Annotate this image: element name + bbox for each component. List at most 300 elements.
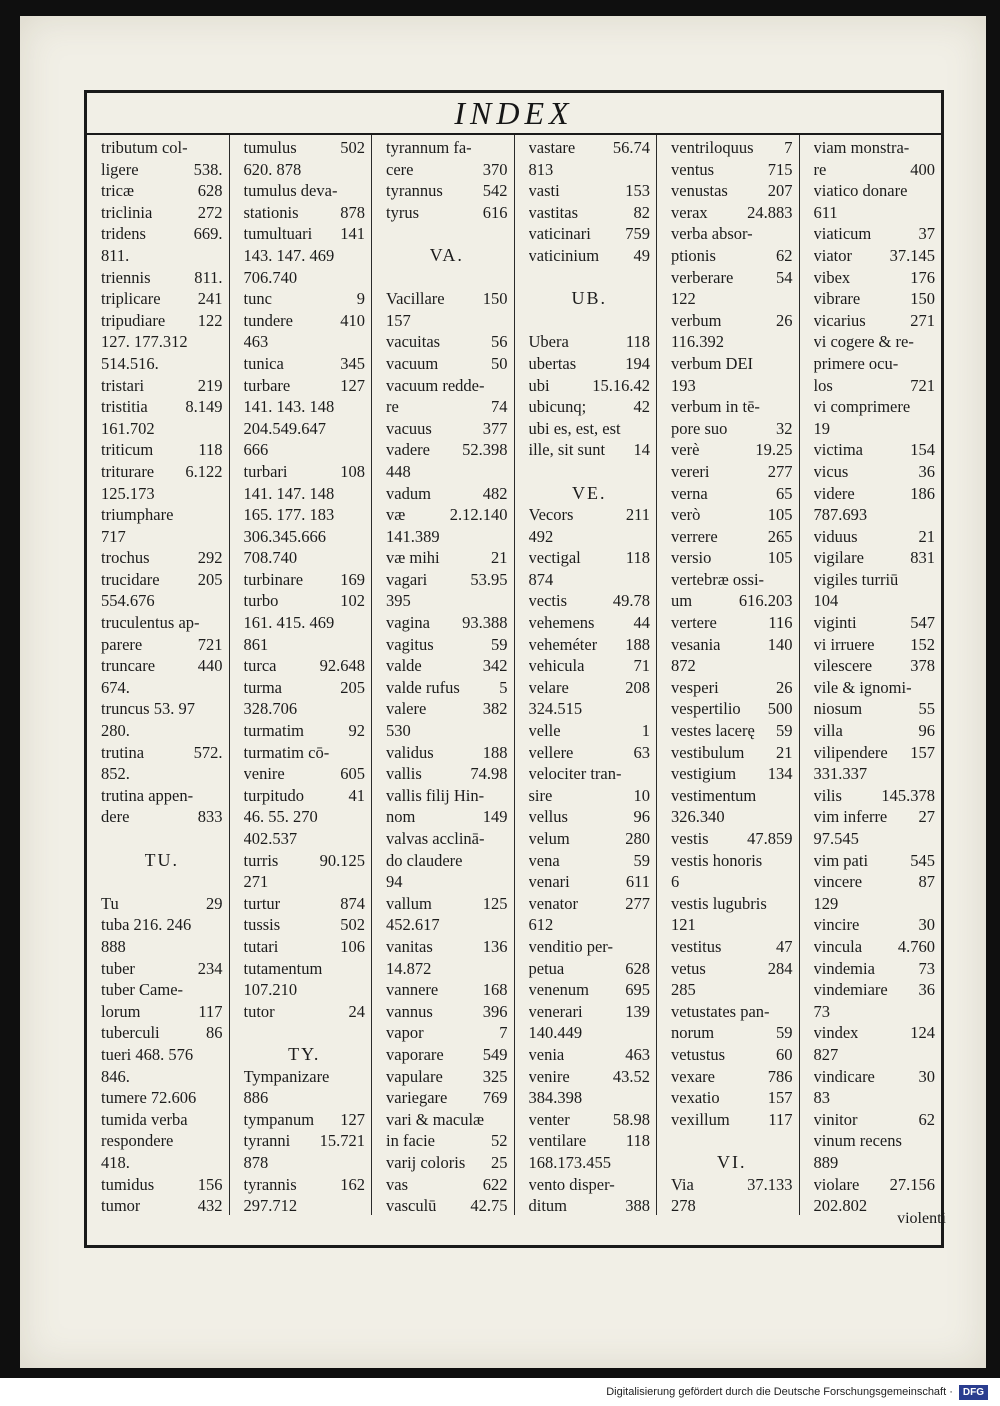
index-entry	[671, 396, 793, 418]
index-entry	[386, 504, 508, 526]
index-entry	[671, 461, 793, 483]
index-entry	[671, 1130, 793, 1152]
entry-term: ubi	[528, 375, 550, 395]
index-entry	[671, 180, 793, 202]
index-entry	[101, 526, 223, 548]
index-entry	[386, 634, 508, 656]
entry-term: tumere 72.606	[101, 1088, 197, 1108]
index-entry	[244, 1174, 366, 1196]
entry-term: 787.693	[813, 505, 868, 525]
entry-page-ref: 74.98	[470, 764, 508, 784]
index-entry	[529, 137, 651, 159]
entry-page-ref: 71	[633, 656, 650, 676]
index-entry	[529, 677, 651, 699]
index-entry	[671, 871, 793, 893]
index-entry	[671, 612, 793, 634]
index-entry	[814, 180, 936, 202]
index-entry	[529, 526, 651, 548]
entry-term: venator	[528, 893, 578, 913]
index-entry	[671, 763, 793, 785]
entry-term: venter	[528, 1109, 570, 1129]
index-entry	[244, 1022, 366, 1044]
entry-term: vacuitas	[386, 332, 441, 352]
index-entry	[529, 850, 651, 872]
entry-term: verò	[671, 505, 701, 525]
entry-term: 384.398	[528, 1088, 583, 1108]
entry-page-ref: 208	[625, 677, 650, 697]
index-entry	[244, 483, 366, 505]
index-entry	[814, 914, 936, 936]
index-entry	[529, 1195, 651, 1215]
index-entry	[814, 526, 936, 548]
index-entry	[101, 958, 223, 980]
index-entry	[529, 1044, 651, 1066]
index-entry	[529, 375, 651, 397]
entry-page-ref: 15.721	[319, 1131, 365, 1151]
index-entry	[671, 569, 793, 591]
index-entry	[244, 698, 366, 720]
index-entry	[244, 418, 366, 440]
entry-page-ref: 538.	[193, 159, 223, 179]
index-entry	[814, 461, 936, 483]
index-column-1	[87, 135, 230, 1215]
index-entry	[814, 547, 936, 569]
entry-term: vaporare	[386, 1044, 444, 1064]
entry-term: 813	[528, 159, 554, 179]
entry-term: validus	[386, 742, 434, 762]
entry-page-ref: 271	[910, 310, 935, 330]
entry-page-ref: 549	[482, 1044, 508, 1064]
entry-term: vestibulum	[671, 742, 745, 762]
index-entry	[386, 1109, 508, 1131]
entry-term: vaticinium	[528, 245, 600, 265]
entry-page-ref: 345	[340, 353, 365, 373]
index-entry	[386, 871, 508, 893]
index-entry	[101, 763, 223, 785]
entry-term: vas	[386, 1174, 408, 1194]
entry-page-ref: 136	[482, 936, 508, 956]
entry-page-ref: 545	[910, 850, 935, 870]
entry-term: vi irruere	[813, 634, 875, 654]
index-entry	[244, 461, 366, 483]
index-entry	[814, 698, 936, 720]
index-entry	[244, 655, 366, 677]
entry-term: vestis lugubris	[671, 893, 767, 913]
index-entry	[529, 396, 651, 418]
entry-term: turmatim	[243, 721, 304, 741]
entry-term: do claudere	[386, 850, 463, 870]
index-entry	[814, 677, 936, 699]
entry-term: sire	[528, 785, 553, 805]
index-entry	[529, 202, 651, 224]
entry-term: 94	[386, 872, 403, 892]
entry-page-ref: 50	[491, 353, 508, 373]
entry-term: 328.706	[243, 699, 298, 719]
index-entry	[386, 569, 508, 591]
index-entry	[671, 850, 793, 872]
entry-page-ref: 43.52	[612, 1066, 650, 1086]
index-entry	[671, 1195, 793, 1215]
index-entry	[529, 914, 651, 936]
index-entry	[671, 202, 793, 224]
entry-term: vespertilio	[671, 699, 741, 719]
entry-term: norum	[671, 1023, 715, 1043]
entry-term: 846.	[101, 1066, 130, 1086]
entry-page-ref: 388	[625, 1196, 650, 1215]
entry-term: vi cogere & re-	[813, 332, 914, 352]
entry-term: vigilare	[813, 548, 864, 568]
entry-term: 83	[813, 1088, 830, 1108]
section-heading	[529, 483, 651, 505]
entry-term: respondere	[101, 1131, 174, 1151]
entry-term: tuber	[101, 958, 135, 978]
entry-term: vexatio	[671, 1088, 720, 1108]
entry-term: vincere	[813, 872, 863, 892]
entry-page-ref: 58.98	[612, 1109, 650, 1129]
index-entry	[814, 396, 936, 418]
index-entry	[671, 353, 793, 375]
entry-term: 463	[243, 332, 269, 352]
index-entry	[244, 785, 366, 807]
entry-page-ref: 715	[767, 159, 793, 179]
entry-page-ref: 92.648	[319, 656, 365, 676]
entry-term: 878	[243, 1152, 269, 1172]
entry-term: turma	[243, 677, 282, 697]
entry-term: turbare	[243, 375, 291, 395]
entry-term: 452.617	[386, 915, 440, 935]
entry-term: vindex	[813, 1023, 859, 1043]
entry-term: tunc	[243, 289, 272, 309]
entry-term: Vecors	[528, 505, 574, 525]
entry-page-ref: 874	[340, 893, 365, 913]
entry-term: vellere	[528, 742, 574, 762]
entry-term: 19	[813, 418, 830, 438]
index-entry	[386, 1130, 508, 1152]
entry-page-ref: 105	[767, 548, 793, 568]
index-entry	[529, 353, 651, 375]
index-entry	[671, 288, 793, 310]
index-entry	[386, 677, 508, 699]
entry-term: vena	[528, 850, 560, 870]
entry-page-ref: 59	[491, 634, 508, 654]
index-entry	[244, 245, 366, 267]
entry-term: 168.173.455	[528, 1152, 611, 1172]
index-entry	[671, 979, 793, 1001]
entry-term: venire	[528, 1066, 570, 1086]
index-entry	[814, 742, 936, 764]
entry-page-ref: 55	[918, 699, 935, 719]
entry-term: 889	[813, 1152, 839, 1172]
entry-page-ref: 628	[625, 958, 650, 978]
index-entry	[386, 331, 508, 353]
entry-term: videre	[813, 483, 855, 503]
entry-term: verbum	[671, 310, 722, 330]
entry-term: versio	[671, 548, 712, 568]
index-entry	[244, 1195, 366, 1215]
index-entry	[814, 806, 936, 828]
index-entry	[814, 137, 936, 159]
index-entry	[244, 958, 366, 980]
entry-term: trucidare	[101, 569, 160, 589]
entry-term: lorum	[101, 1001, 141, 1021]
entry-page-ref: 59	[776, 1023, 793, 1043]
index-entry	[101, 180, 223, 202]
entry-page-ref: 65	[776, 483, 793, 503]
entry-page-ref: 14	[633, 440, 650, 460]
entry-term: vindemia	[813, 958, 875, 978]
entry-term: 554.676	[101, 591, 155, 611]
index-entry	[529, 612, 651, 634]
entry-term: velare	[528, 677, 569, 697]
entry-term: UB.	[571, 288, 607, 309]
index-entry	[244, 288, 366, 310]
index-entry	[671, 655, 793, 677]
index-entry	[671, 1001, 793, 1023]
entry-term: trutina appen-	[101, 785, 194, 805]
entry-term: vallis filij Hin-	[386, 785, 485, 805]
index-entry	[386, 180, 508, 202]
index-column-6	[800, 135, 942, 1215]
entry-term: primere ocu-	[813, 353, 899, 373]
entry-term: tuberculi	[101, 1023, 160, 1043]
entry-page-ref: 53.95	[470, 569, 508, 589]
entry-page-ref: 265	[767, 526, 793, 546]
entry-term: 165. 177. 183	[243, 505, 335, 525]
index-column-3	[372, 135, 515, 1215]
index-entry	[386, 806, 508, 828]
entry-term: truculentus ap-	[101, 613, 200, 633]
index-entry	[101, 1109, 223, 1131]
entry-term: triumphare	[101, 505, 174, 525]
entry-page-ref: 44	[633, 613, 650, 633]
entry-term: 107.210	[243, 980, 298, 1000]
entry-term: ditum	[528, 1196, 568, 1215]
entry-term: 297.712	[243, 1196, 298, 1215]
index-entry	[529, 871, 651, 893]
index-entry	[386, 958, 508, 980]
index-entry	[671, 418, 793, 440]
entry-page-ref: 73	[918, 958, 935, 978]
index-entry	[386, 137, 508, 159]
entry-page-ref: 622	[482, 1174, 508, 1194]
entry-page-ref: 7	[784, 138, 793, 157]
entry-term: tundere	[243, 310, 293, 330]
index-entry	[529, 763, 651, 785]
entry-page-ref: 157	[910, 742, 935, 762]
entry-page-ref: 616.203	[738, 591, 793, 611]
entry-term: vagitus	[386, 634, 434, 654]
entry-page-ref: 27.156	[889, 1174, 935, 1194]
index-entry	[244, 871, 366, 893]
index-entry	[814, 634, 936, 656]
entry-term: turbinare	[243, 569, 304, 589]
entry-term: 73	[813, 1001, 830, 1021]
entry-page-ref: 140	[767, 634, 793, 654]
index-entry	[244, 806, 366, 828]
entry-page-ref: 342	[482, 656, 508, 676]
entry-page-ref: 410	[340, 310, 365, 330]
index-entry	[386, 590, 508, 612]
entry-term: vereri	[671, 461, 710, 481]
index-entry	[529, 310, 651, 332]
index-entry	[671, 958, 793, 980]
index-entry	[101, 375, 223, 397]
index-entry	[101, 936, 223, 958]
entry-term: tyrannum fa-	[386, 138, 472, 157]
entry-page-ref: 21	[491, 548, 508, 568]
entry-page-ref: 156	[197, 1174, 223, 1194]
entry-page-ref: 6.122	[185, 461, 223, 481]
entry-term: verbum DEI	[671, 353, 754, 373]
entry-term: 127. 177.312	[101, 332, 188, 352]
dfg-logo: DFG	[959, 1385, 988, 1400]
entry-page-ref: 292	[197, 548, 223, 568]
index-entry	[814, 1087, 936, 1109]
entry-page-ref: 188	[625, 634, 650, 654]
entry-term: ventriloquus	[671, 138, 754, 157]
index-entry	[671, 742, 793, 764]
entry-term: vastare	[528, 138, 576, 157]
entry-term: re	[386, 397, 399, 417]
index-entry	[244, 1109, 366, 1131]
entry-term: 280.	[101, 721, 130, 741]
entry-term: vindicare	[813, 1066, 875, 1086]
index-entry	[671, 439, 793, 461]
entry-page-ref: 41	[348, 785, 365, 805]
entry-term: violare	[813, 1174, 860, 1194]
index-entry	[671, 137, 793, 159]
index-entry	[101, 310, 223, 332]
index-entry	[386, 526, 508, 548]
entry-term: vannere	[386, 980, 439, 1000]
entry-term: vacuum	[386, 353, 439, 373]
entry-page-ref: 432	[197, 1196, 223, 1215]
index-entry	[671, 504, 793, 526]
entry-page-ref: 25	[491, 1152, 508, 1172]
entry-term: velociter tran-	[528, 764, 622, 784]
entry-term: 129	[813, 893, 839, 913]
entry-term: vertebræ ossi-	[671, 569, 765, 589]
entry-term: ubi es, est, est	[528, 418, 621, 438]
entry-term: venari	[528, 872, 570, 892]
entry-page-ref: 786	[767, 1066, 793, 1086]
entry-page-ref: 205	[197, 569, 223, 589]
entry-term: VA.	[429, 244, 464, 265]
entry-term: 811.	[101, 245, 130, 265]
index-entry	[244, 763, 366, 785]
index-entry	[671, 634, 793, 656]
entry-term: variegare	[386, 1088, 448, 1108]
entry-page-ref: 21	[918, 526, 935, 546]
entry-term: tridens	[101, 224, 146, 244]
entry-term: parere	[101, 634, 143, 654]
entry-term: vari & maculæ	[386, 1109, 485, 1129]
index-entry	[529, 1152, 651, 1174]
entry-page-ref: 482	[482, 483, 508, 503]
entry-term: vilipendere	[813, 742, 888, 762]
entry-term: tributum col-	[101, 138, 188, 157]
entry-term: 193	[671, 375, 696, 395]
entry-page-ref: 96	[633, 807, 650, 827]
entry-page-ref: 32	[776, 418, 793, 438]
entry-page-ref: 2.12.140	[449, 505, 508, 525]
index-entry	[814, 979, 936, 1001]
index-entry	[529, 547, 651, 569]
index-entry	[101, 1001, 223, 1023]
index-entry	[529, 1109, 651, 1131]
entry-term: vestitus	[671, 936, 722, 956]
index-entry	[386, 267, 508, 289]
section-heading	[101, 850, 223, 872]
entry-term: velum	[528, 829, 570, 848]
index-entry	[244, 137, 366, 159]
index-frame	[84, 90, 944, 1248]
entry-term: um	[671, 591, 693, 611]
entry-page-ref: 30	[918, 915, 935, 935]
entry-term: væ mihi	[386, 548, 440, 568]
entry-page-ref: 60	[776, 1044, 793, 1064]
entry-page-ref: 56	[491, 332, 508, 352]
entry-term: vile & ignomi-	[813, 677, 912, 697]
entry-term: vacuus	[386, 418, 432, 438]
index-entry	[244, 526, 366, 548]
index-entry	[386, 223, 508, 245]
entry-term: 717	[101, 526, 126, 546]
entry-page-ref: 7	[499, 1023, 508, 1043]
index-entry	[529, 1001, 651, 1023]
entry-page-ref: 211	[625, 505, 650, 525]
entry-term: ubertas	[528, 353, 577, 373]
entry-term: 204.549.647	[243, 418, 326, 438]
index-entry	[101, 461, 223, 483]
entry-page-ref: 118	[625, 548, 650, 568]
entry-page-ref: 325	[482, 1066, 508, 1086]
entry-term: viam monstra-	[813, 138, 910, 157]
index-entry	[244, 893, 366, 915]
index-entry	[671, 483, 793, 505]
index-entry	[386, 483, 508, 505]
entry-page-ref: 87	[918, 872, 935, 892]
entry-page-ref: 284	[767, 958, 793, 978]
entry-term: viator	[813, 245, 852, 265]
entry-page-ref: 9	[356, 289, 365, 309]
index-entry	[244, 547, 366, 569]
entry-page-ref: 605	[340, 764, 365, 784]
entry-term: vinitor	[813, 1109, 858, 1129]
entry-term: vim pati	[813, 850, 869, 870]
entry-page-ref: 108	[340, 461, 365, 481]
entry-page-ref: 118	[198, 440, 223, 460]
entry-page-ref: 176	[910, 267, 935, 287]
entry-term: 161.702	[101, 418, 155, 438]
index-entry	[814, 612, 936, 634]
index-entry	[529, 979, 651, 1001]
entry-term: vapulare	[386, 1066, 443, 1086]
entry-page-ref: 205	[340, 677, 365, 697]
index-entry	[529, 245, 651, 267]
entry-term: viaticum	[813, 224, 872, 244]
entry-term: tutari	[243, 936, 279, 956]
entry-term: TY.	[288, 1043, 321, 1064]
entry-page-ref: 611	[625, 872, 650, 892]
entry-page-ref: 62	[918, 1109, 935, 1129]
index-entry	[101, 698, 223, 720]
entry-page-ref: 811.	[194, 267, 223, 287]
entry-page-ref: 82	[633, 202, 650, 222]
entry-page-ref: 153	[625, 181, 650, 201]
entry-term: vinum recens	[813, 1131, 902, 1151]
entry-term: turbo	[243, 591, 279, 611]
